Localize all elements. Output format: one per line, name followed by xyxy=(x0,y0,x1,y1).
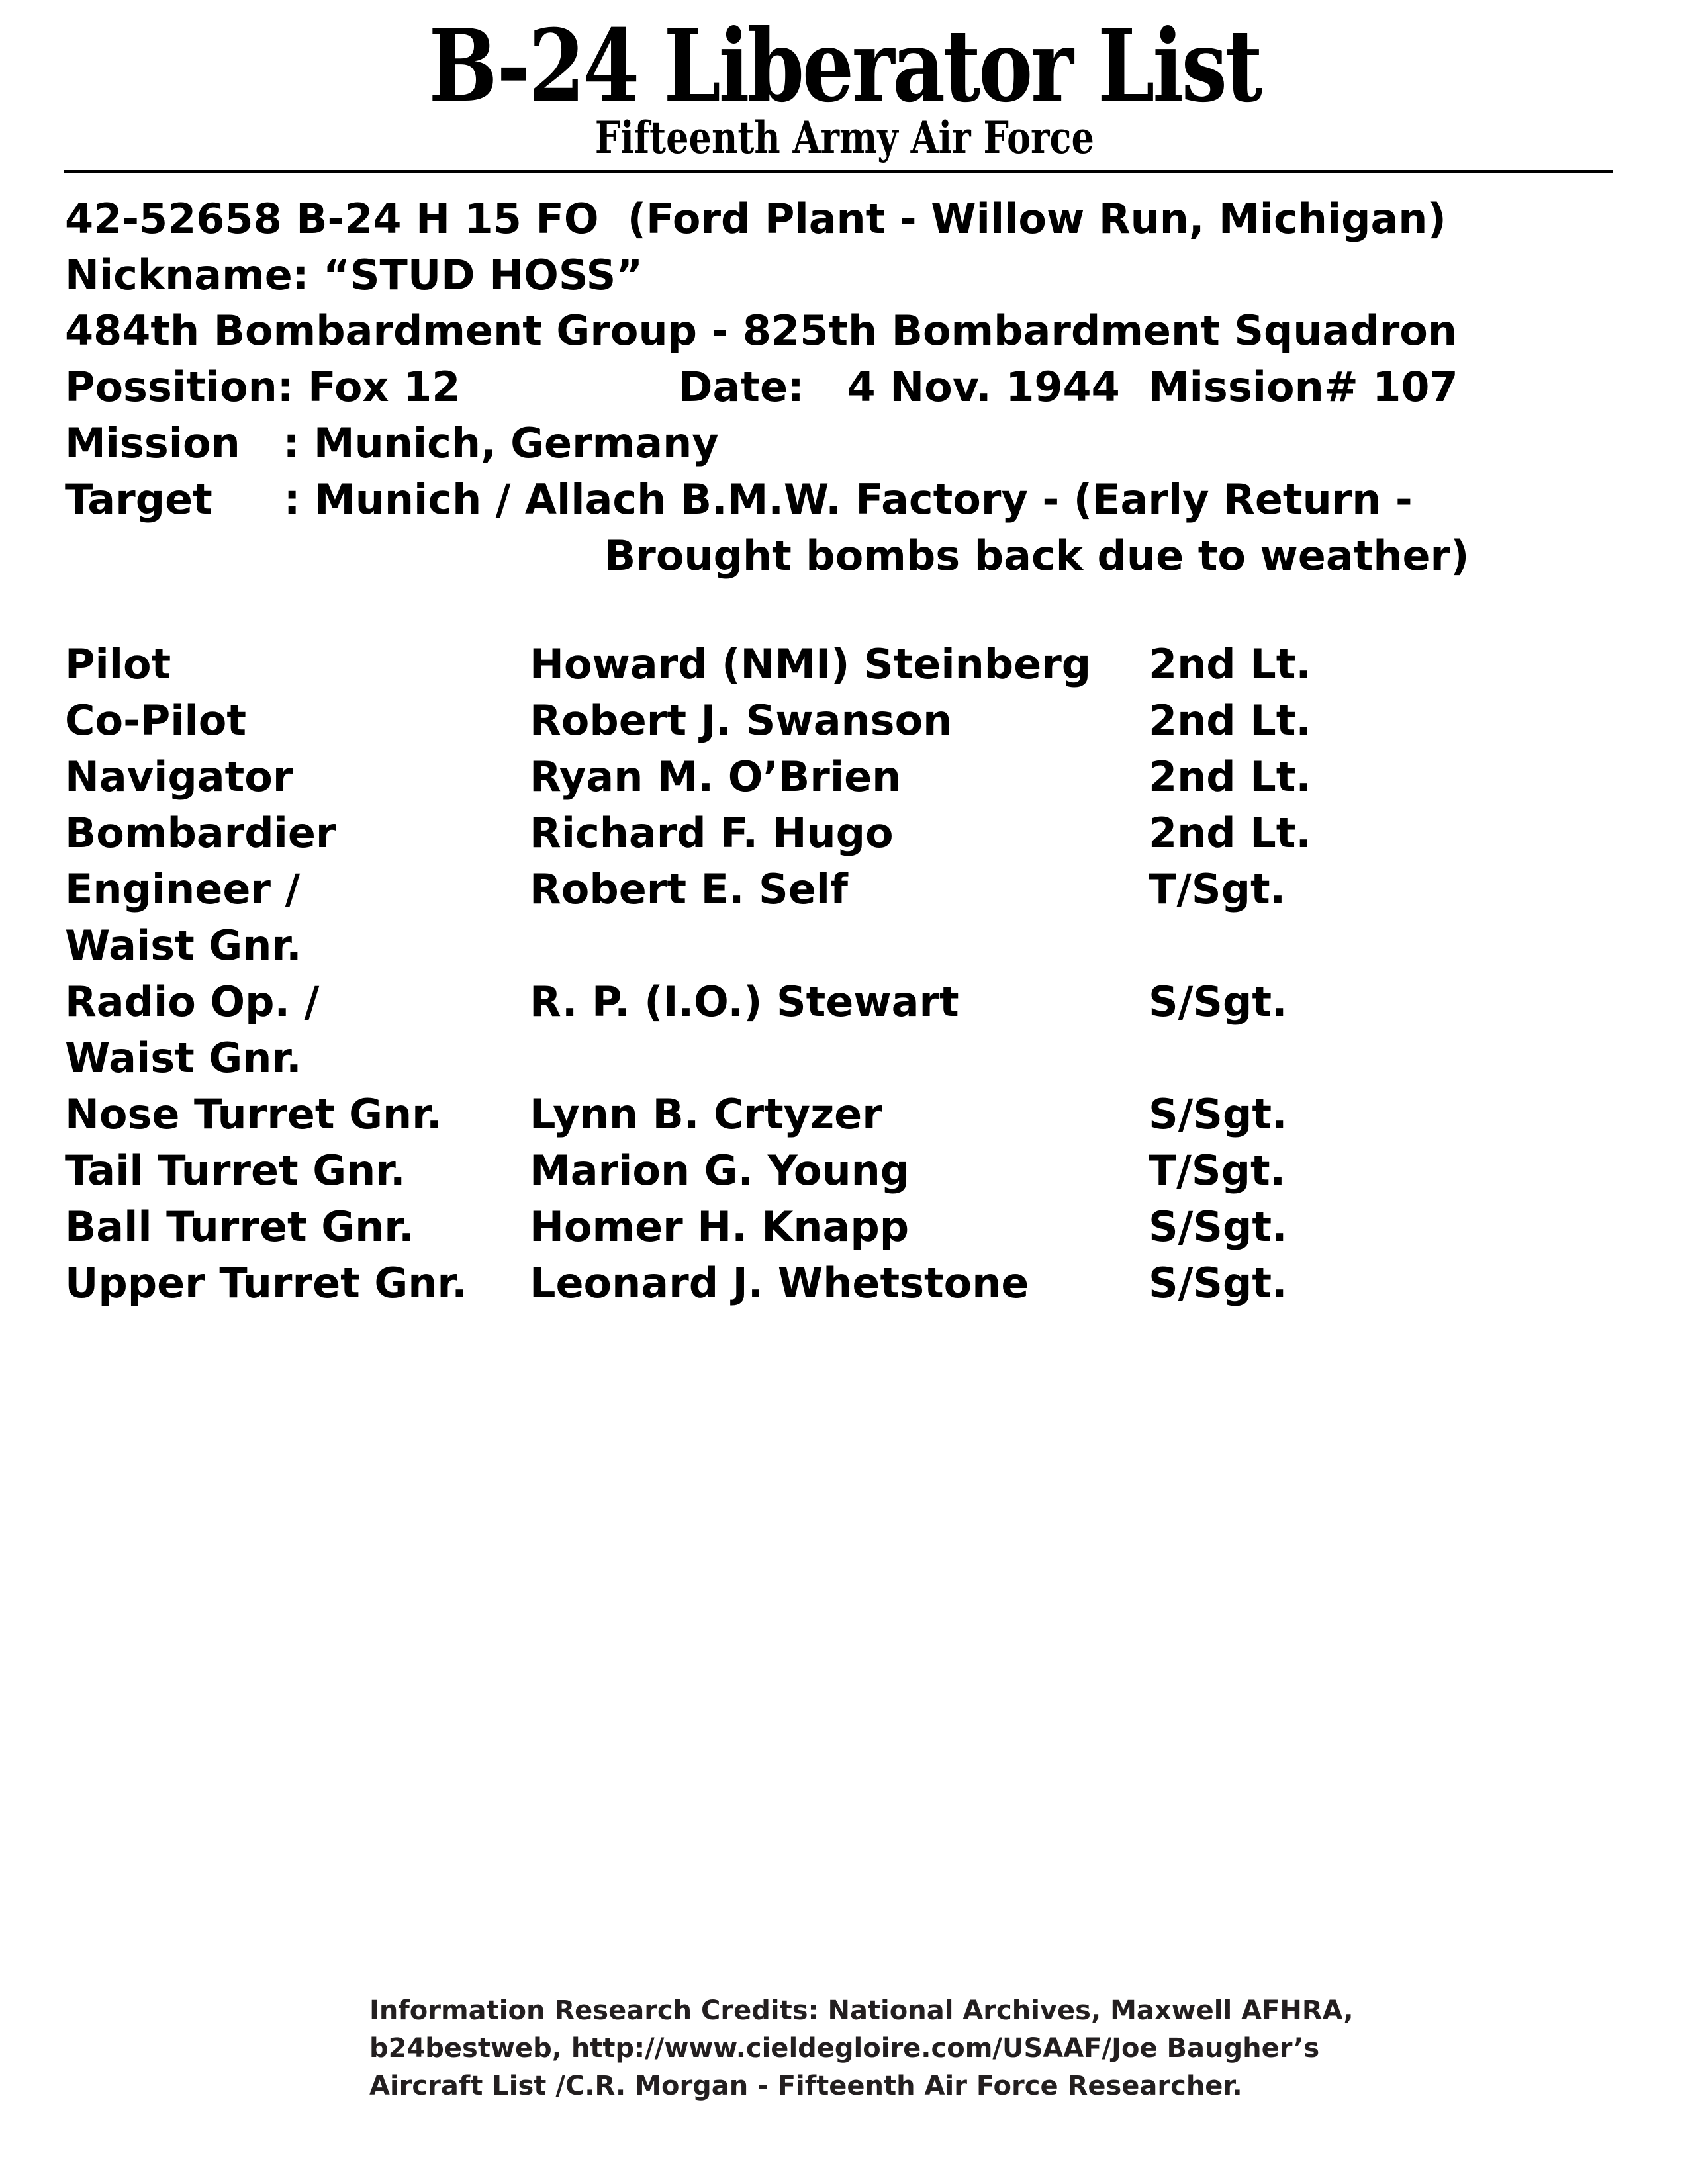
crew-role xyxy=(65,861,530,974)
crew-rank: 2nd Lt. xyxy=(1149,809,1311,857)
crew-rank: 2nd Lt. xyxy=(1149,640,1311,688)
crew-role xyxy=(65,636,530,692)
target-continuation-line: Brought bombs back due to weather) xyxy=(604,531,1470,580)
crew-list xyxy=(65,636,1587,1311)
crew-rank: 2nd Lt. xyxy=(1149,752,1311,801)
credits-line: b24bestweb, http://www.cieldegloire.com/USAAF/Joe Baugher’s xyxy=(369,2033,1320,2064)
crew-role xyxy=(65,1142,530,1199)
crew-name: Robert J. Swanson xyxy=(530,696,953,745)
crew-row xyxy=(65,805,1587,861)
crew-role-line: Tail Turret Gnr. xyxy=(65,1146,406,1195)
nickname-line: Nickname: “STUD HOSS” xyxy=(65,251,643,299)
unit-line: 484th Bombardment Group - 825th Bombardment Squadron xyxy=(65,306,1458,355)
crew-name: Marion G. Young xyxy=(530,1146,910,1195)
crew-role-line: Waist Gnr. xyxy=(65,1034,302,1082)
crew-row xyxy=(65,861,1587,974)
crew-row xyxy=(65,636,1587,692)
crew-row xyxy=(65,1199,1587,1255)
crew-rank: 2nd Lt. xyxy=(1149,696,1311,745)
crew-role xyxy=(65,1199,530,1255)
header-divider xyxy=(64,170,1613,173)
crew-role xyxy=(65,749,530,805)
crew-role-line: Navigator xyxy=(65,752,293,801)
crew-role-line: Pilot xyxy=(65,640,171,688)
crew-name: R. P. (I.O.) Stewart xyxy=(530,978,959,1026)
crew-role-line: Co-Pilot xyxy=(65,696,247,745)
crew-row xyxy=(65,1142,1587,1199)
crew-name: Howard (NMI) Steinberg xyxy=(530,640,1092,688)
credits-line: Information Research Credits: National Archives, Maxwell AFHRA, xyxy=(369,1995,1354,2026)
crew-rank: S/Sgt. xyxy=(1149,1203,1288,1251)
crew-name: Richard F. Hugo xyxy=(530,809,894,857)
date-line: Date: 4 Nov. 1944 Mission# 107 xyxy=(679,363,1458,411)
crew-role-line: Waist Gnr. xyxy=(65,921,302,970)
crew-row xyxy=(65,692,1587,749)
crew-rank: S/Sgt. xyxy=(1149,978,1288,1026)
mission-line: Mission : Munich, Germany xyxy=(65,419,719,467)
crew-role-line: Radio Op. / xyxy=(65,978,320,1026)
position-line: Possition: Fox 12 xyxy=(65,363,461,411)
crew-name: Leonard J. Whetstone xyxy=(530,1259,1029,1307)
crew-name: Ryan M. O’Brien xyxy=(530,752,902,801)
crew-rank: S/Sgt. xyxy=(1149,1259,1288,1307)
crew-role xyxy=(65,805,530,861)
page-subtitle: Fifteenth Army Air Force xyxy=(594,112,1094,163)
crew-role xyxy=(65,692,530,749)
crew-row xyxy=(65,749,1587,805)
crew-row xyxy=(65,1255,1587,1311)
crew-row xyxy=(65,974,1587,1086)
crew-name: Robert E. Self xyxy=(530,865,848,913)
crew-role xyxy=(65,1255,530,1311)
crew-name: Homer H. Knapp xyxy=(530,1203,910,1251)
crew-rank: S/Sgt. xyxy=(1149,1090,1288,1138)
crew-rank: T/Sgt. xyxy=(1149,1146,1286,1195)
crew-name: Lynn B. Crtyzer xyxy=(530,1090,882,1138)
credits-line: Aircraft List /C.R. Morgan - Fifteenth Air Force Researcher. xyxy=(369,2071,1243,2101)
crew-rank: T/Sgt. xyxy=(1149,865,1286,913)
crew-row xyxy=(65,1086,1587,1142)
crew-role-line: Engineer / xyxy=(65,865,301,913)
page-title: B-24 Liberator List xyxy=(428,8,1261,124)
crew-role-line: Nose Turret Gnr. xyxy=(65,1090,442,1138)
crew-role-line: Bombardier xyxy=(65,809,336,857)
crew-role-line: Upper Turret Gnr. xyxy=(65,1259,467,1307)
crew-role-line: Ball Turret Gnr. xyxy=(65,1203,414,1251)
research-credits xyxy=(369,1992,1495,2105)
crew-role xyxy=(65,1086,530,1142)
target-line: Target : Munich / Allach B.M.W. Factory - (Early Return - xyxy=(65,475,1413,523)
crew-role xyxy=(65,974,530,1086)
serial-line: 42-52658 B-24 H 15 FO (Ford Plant - Willow Run, Michigan) xyxy=(65,195,1446,243)
